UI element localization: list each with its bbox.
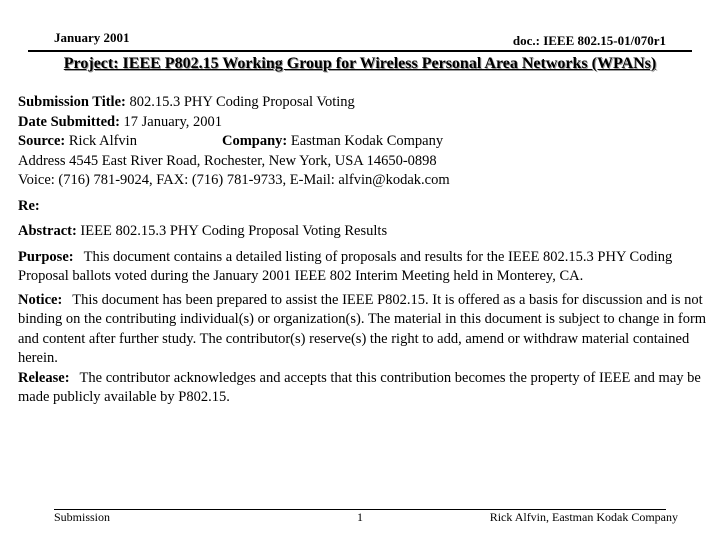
re-label: Re: [18,197,40,214]
notice-label: Notice: [18,291,63,308]
header-date: January 2001 [54,30,130,45]
date-submitted-label: Date Submitted: [18,113,120,130]
date-submitted-value: 17 January, 2001 [123,113,223,130]
purpose-label: Purpose: [18,248,74,265]
notice-text: This document has been prepared to assist the IEEE P802.15. It is offered as a basis for discussion and is not binding on the contributing individual(s) or organization(s). The material in this document is subject to change in form and content after further study. The contributor(s) reserve(s) the right to add, amend or withdraw material contained herein. [18,291,707,366]
footer-author: Rick Alfvin, Eastman Kodak Company [489,510,678,524]
source-value: Rick Alfvin [68,133,137,149]
footer-page-number: 1 [357,510,363,524]
header-doc-id: doc.: IEEE 802.15-01/070r1 [512,33,666,48]
submission-title-value: 802.15.3 PHY Coding Proposal Voting [129,94,355,110]
project-title: Project: IEEE P802.15 Working Group for Wireless Personal Area Networks (WPANs) [63,55,657,72]
release-text: The contributor acknowledges and accepts that this contribution becomes the property of IEEE and may be made publicly available by P802.15. [18,369,701,405]
abstract-text: IEEE 802.15.3 PHY Coding Proposal Voting Results [80,223,388,239]
abstract-label: Abstract: [18,223,77,239]
company-value: Eastman Kodak Company [290,133,444,149]
notice-paragraph [18,291,714,369]
company-label: Company: [221,133,288,149]
document-body [18,93,714,408]
footer-submission: Submission [54,510,111,524]
submission-title-line [18,93,714,113]
contact-line: Voice: (716) 781-9024, FAX: (716) 781-9733, E-Mail: alfvin@kodak.com [18,172,450,188]
company-group [222,132,443,152]
header-rule [28,50,692,52]
source-label: Source: [18,133,66,149]
purpose-text: This document contains a detailed listing of proposals and results for the IEEE 802.15.3 PHY Coding Proposal ballots voted during the January 2001 IEEE 802 Interim Meeting held in Monterey, CA. [18,248,673,284]
release-paragraph [18,369,714,408]
purpose-paragraph [18,248,714,287]
date-submitted-line [18,113,714,133]
release-label: Release: [18,369,70,386]
submission-title-label: Submission Title: [18,94,126,110]
abstract-line [18,222,714,242]
address-line: Address 4545 East River Road, Rochester, New York, USA 14650-0898 [18,152,437,169]
source-line [18,132,714,152]
